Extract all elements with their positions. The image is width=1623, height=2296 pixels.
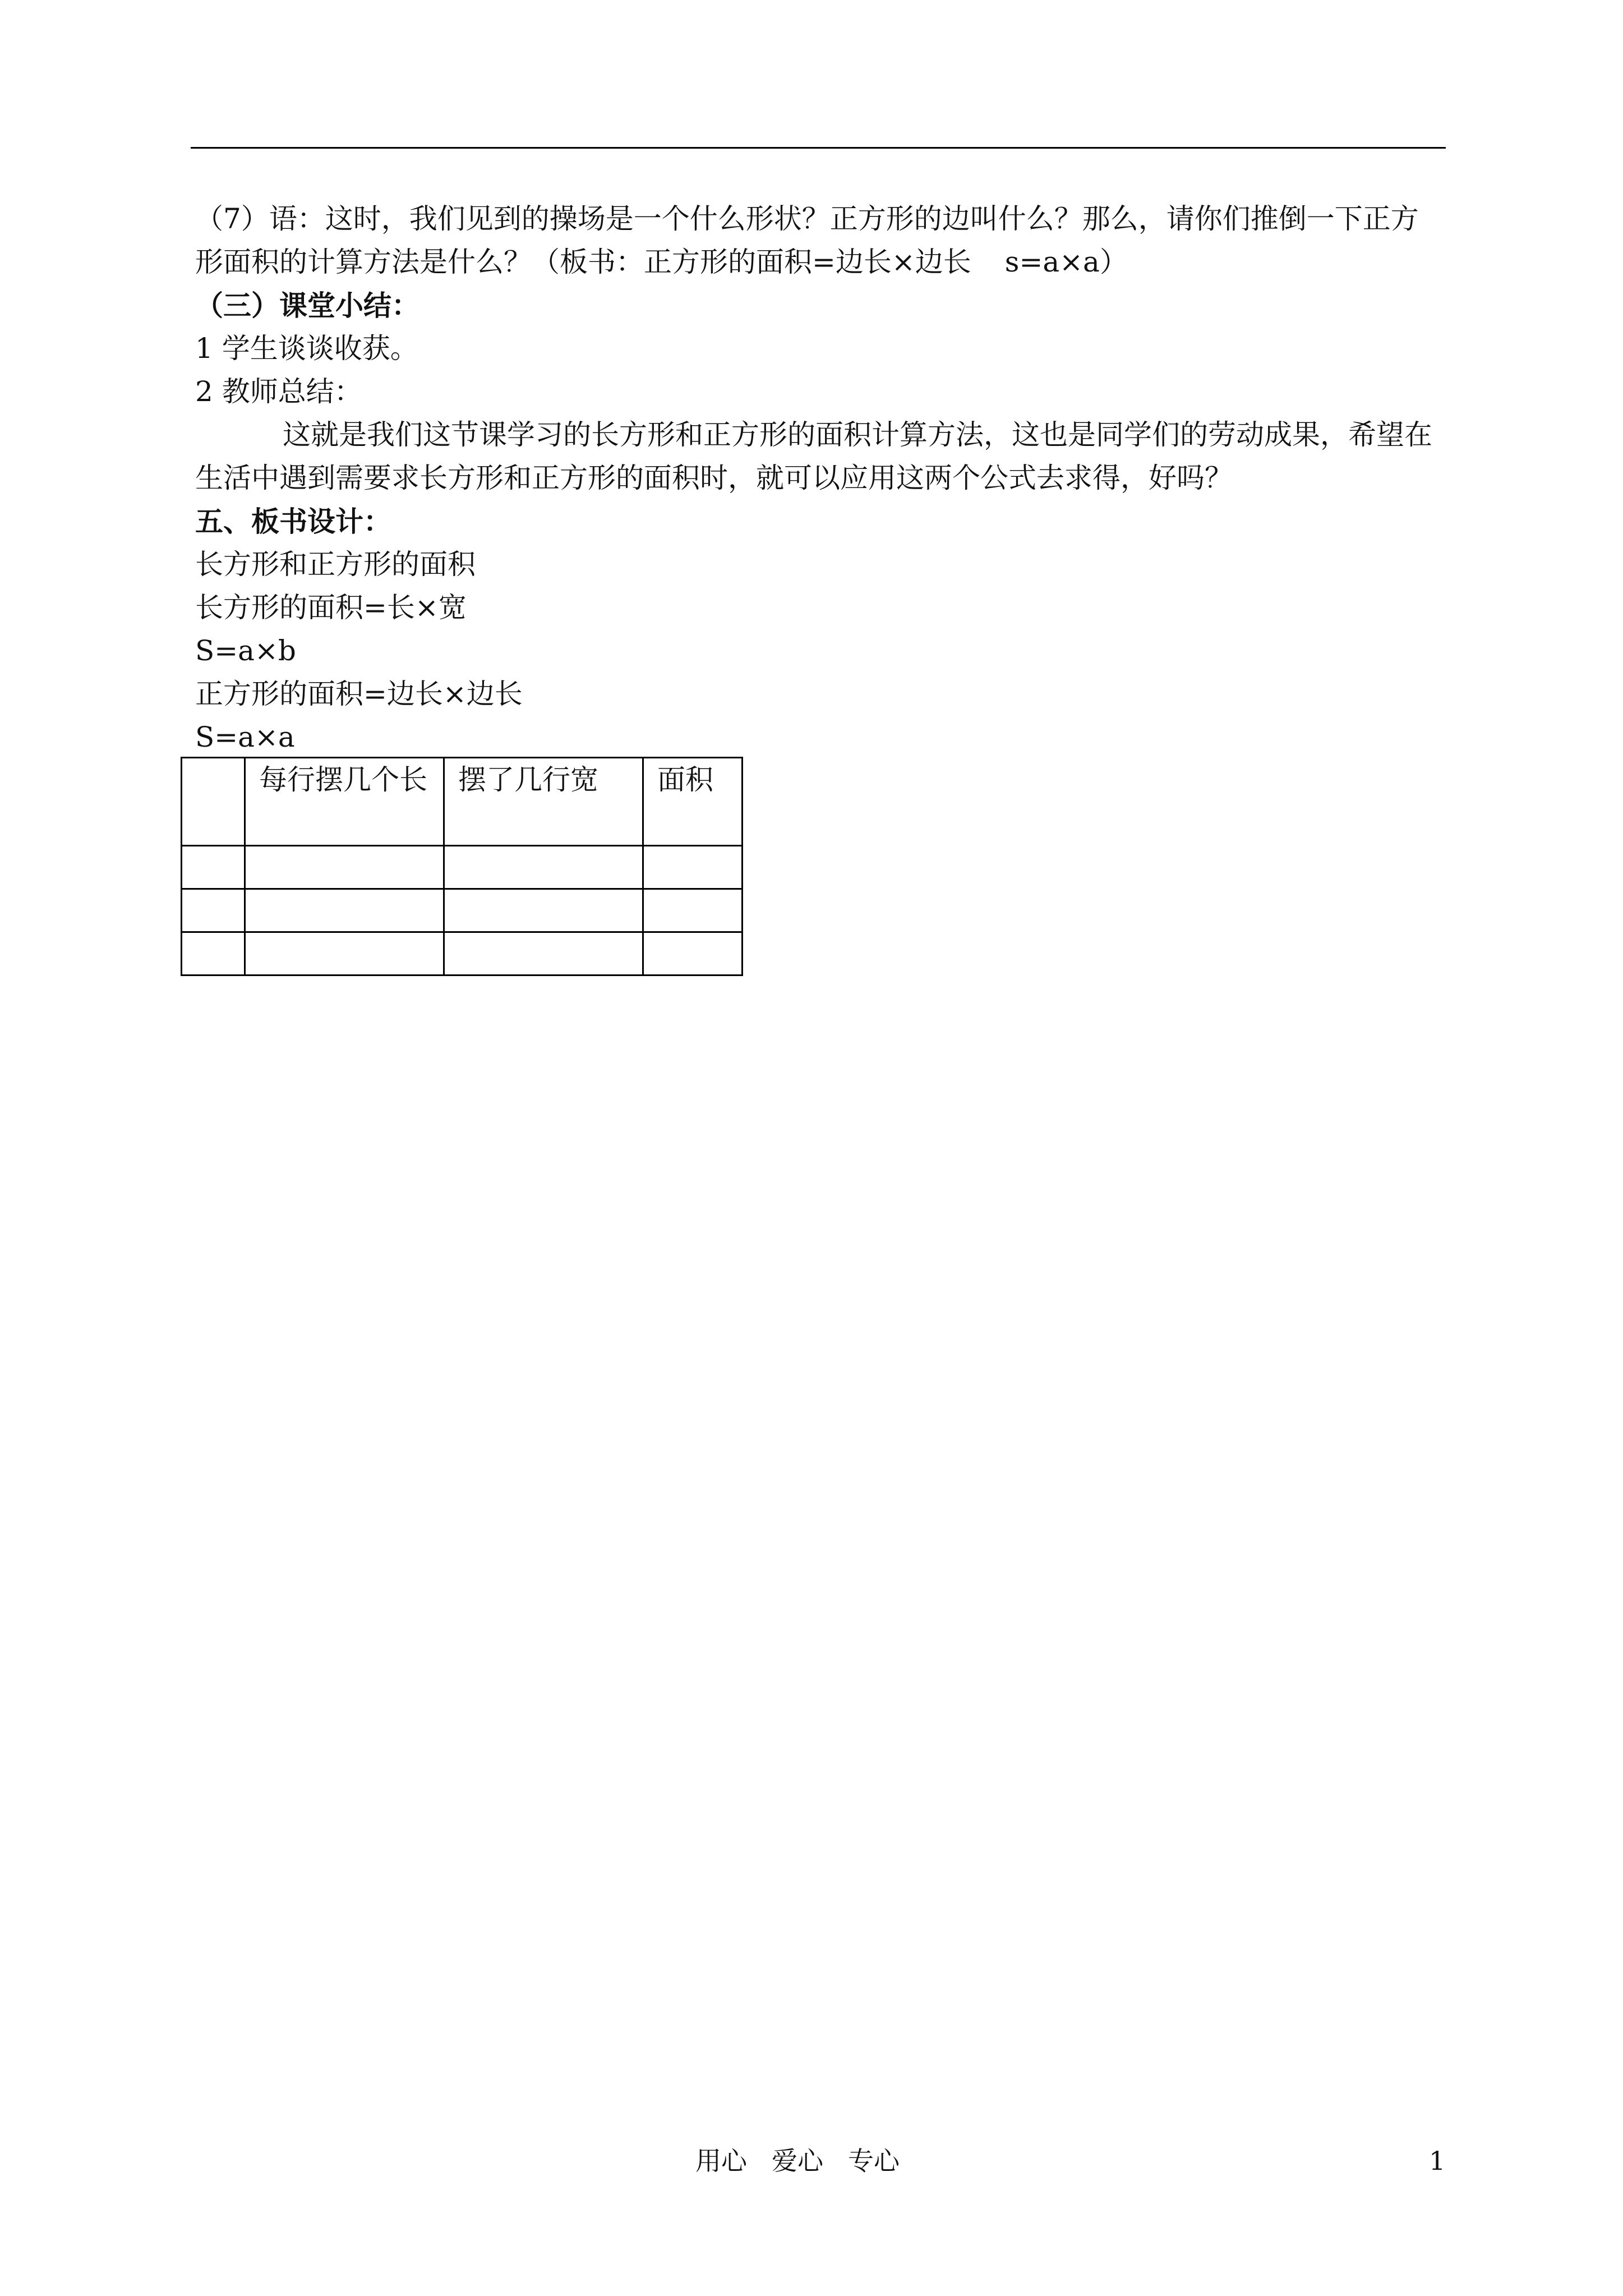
board-square-formula: 正方形的面积=边长×边长 — [195, 678, 523, 710]
area-table — [181, 757, 743, 976]
table-cell — [245, 932, 444, 976]
table-row — [182, 846, 743, 889]
paragraph-7-line-2-text: 形面积的计算方法是什么？（板书：正方形的面积=边长×边长 — [195, 246, 971, 278]
board-square-symbol: S=a×a — [195, 721, 295, 753]
table-header-cell: 面积 — [643, 758, 743, 846]
footer-motto-3: 专心 — [848, 2146, 900, 2176]
table-header-cell: 摆了几行宽 — [444, 758, 643, 846]
footer-motto-1: 用心 — [695, 2146, 747, 2176]
footer-motto — [695, 2144, 924, 2178]
square-formula-inline: s=a×a） — [1004, 246, 1128, 278]
paragraph-7-line-1: （7）语：这时，我们见到的操场是一个什么形状？正方形的边叫什么？那么，请你们推倒一下正方 — [195, 203, 1419, 235]
table-header-cell: 每行摆几个长 — [245, 758, 444, 846]
table-cell — [245, 889, 444, 932]
document-body — [195, 197, 1446, 759]
header-rule — [191, 147, 1446, 149]
summary-item-1: 1 学生谈谈收获。 — [195, 332, 418, 365]
table-header-cell — [182, 758, 245, 846]
table-cell — [444, 889, 643, 932]
summary-item-2: 2 教师总结： — [195, 375, 362, 408]
table-cell — [182, 846, 245, 889]
section-5-heading: 五、板书设计： — [195, 505, 391, 538]
table-cell — [182, 932, 245, 976]
table-cell — [643, 846, 743, 889]
table-row — [182, 889, 743, 932]
paragraph-7-line-2 — [195, 241, 1446, 284]
table-cell — [182, 889, 245, 932]
table-cell — [643, 889, 743, 932]
table-header-row — [182, 758, 743, 846]
page-number: 1 — [1429, 2146, 1446, 2176]
table-cell — [444, 932, 643, 976]
teacher-summary-paragraph: 这就是我们这节课学习的长方形和正方形的面积计算方法，这也是同学们的劳动成果，希望在生活中遇到需要求长方形和正方形的面积时，就可以应用这两个公式去求得，好吗？ — [195, 418, 1432, 494]
table-cell — [245, 846, 444, 889]
table-row — [182, 932, 743, 976]
board-title: 长方形和正方形的面积 — [195, 548, 476, 581]
table-cell — [643, 932, 743, 976]
footer-motto-2: 爱心 — [772, 2146, 823, 2176]
table-cell — [444, 846, 643, 889]
board-rectangle-symbol: S=a×b — [195, 634, 296, 667]
board-rectangle-formula: 长方形的面积=长×宽 — [195, 591, 467, 624]
section-3-heading: （三）课堂小结： — [195, 289, 419, 322]
